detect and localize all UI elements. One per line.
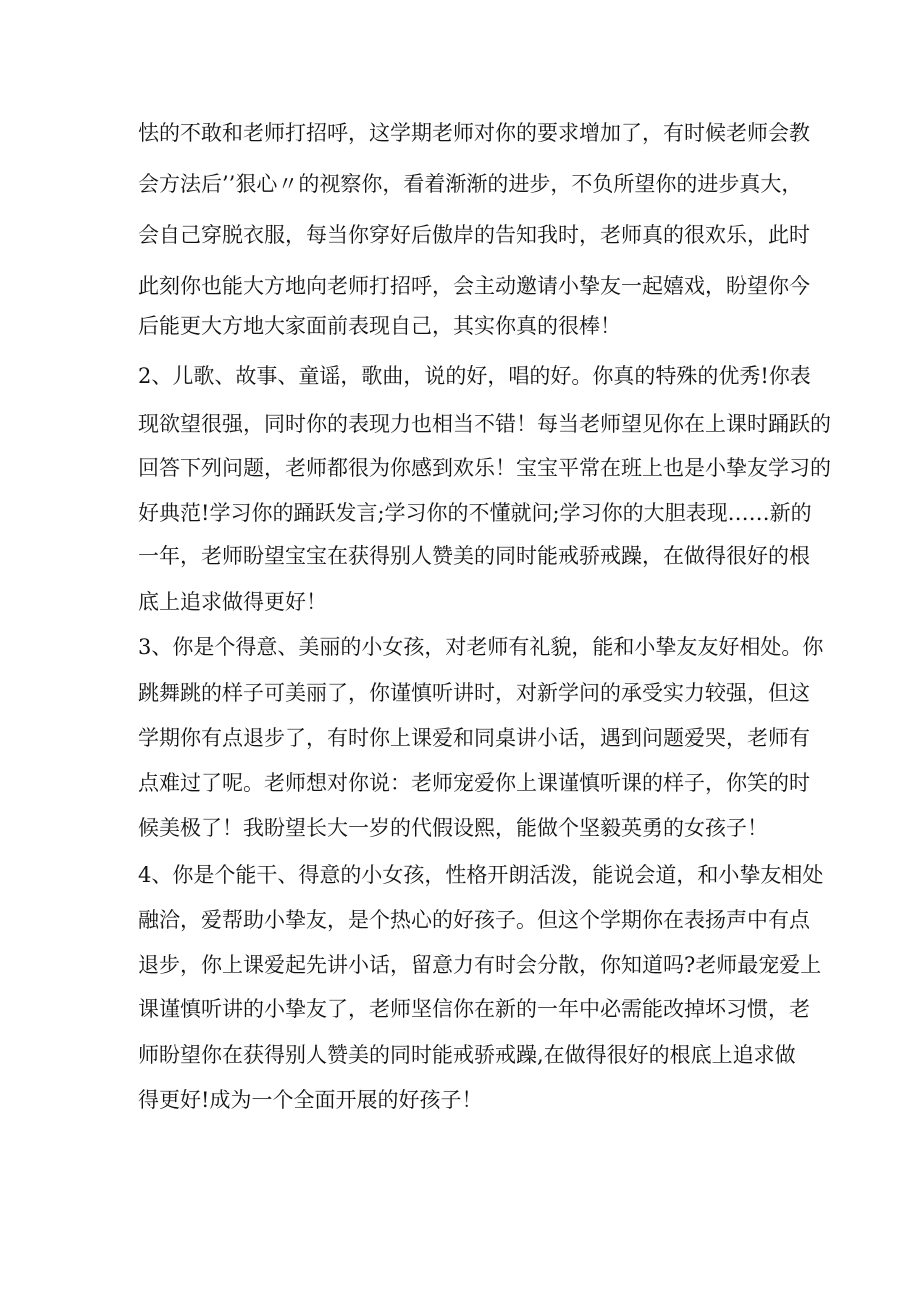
- paragraph-3-line-4: 点难过了呢。老师想对你说：老师宠爱你上课谨慎听课的样子，你笑的时: [138, 771, 810, 795]
- paragraph-4-line-5: 师盼望你在获得别人赞美的同时能戒骄戒躁,在做得很好的根底上追求做: [138, 1043, 796, 1067]
- paragraph-1-line-4: 此刻你也能大方地向老师打招呼，会主动邀请小挚友一起嬉戏，盼望你今: [138, 274, 810, 298]
- paragraph-2-line-6: 底上追求做得更好！: [138, 590, 327, 614]
- paragraph-2-line-2: 现欲望很强，同时你的表现力也相当不错！每当老师望见你在上课时踊跃的: [138, 412, 831, 436]
- paragraph-3-line-1: 3、你是个得意、美丽的小女孩，对老师有礼貌，能和小挚友友好相处。你: [138, 635, 824, 659]
- paragraph-1-line-2: 会方法后’’狠心〃的视察你，看着渐渐的进步，不负所望你的进步真大，: [138, 172, 803, 196]
- paragraph-1-line-3: 会自己穿脱衣服，每当你穿好后傲岸的告知我时，老师真的很欢乐，此时: [138, 223, 810, 247]
- paragraph-1-line-5: 后能更大方地大家面前表现自己，其实你真的很棒！: [138, 314, 621, 338]
- paragraph-2-line-3: 回答下列问题，老师都很为你感到欢乐！宝宝平常在班上也是小挚友学习的: [138, 456, 831, 480]
- paragraph-4-line-6: 得更好!成为一个全面开展的好孩子！: [138, 1088, 483, 1112]
- paragraph-2-line-5: 一年，老师盼望宝宝在获得别人赞美的同时能戒骄戒躁，在做得很好的根: [138, 544, 810, 568]
- paragraph-4-line-4: 课谨慎听讲的小挚友了，老师坚信你在新的一年中必需能改掉坏习惯，老: [138, 997, 810, 1021]
- paragraph-2-line-4: 好典范!学习你的踊跃发言;学习你的不懂就问;学习你的大胆表现……新的: [138, 501, 812, 525]
- paragraph-3-line-2: 跳舞跳的样子可美丽了，你谨慎听讲时，对新学问的承受实力较强，但这: [138, 681, 810, 705]
- paragraph-3-line-5: 候美极了！我盼望长大一岁的代假设熙，能做个坚毅英勇的女孩子！: [138, 816, 768, 840]
- paragraph-2-line-1: 2、儿歌、故事、童谣，歌曲，说的好，唱的好。你真的特殊的优秀!你表: [138, 364, 811, 388]
- paragraph-4-line-3: 退步，你上课爱起先讲小话，留意力有时会分散，你知道吗?老师最宠爱上: [138, 953, 822, 977]
- paragraph-4-line-2: 融洽，爱帮助小挚友，是个热心的好孩子。但这个学期你在表扬声中有点: [138, 908, 810, 932]
- paragraph-4-line-1: 4、你是个能干、得意的小女孩，性格开朗活泼，能说会道，和小挚友相处: [138, 863, 824, 887]
- paragraph-1-line-1: 怯的不敢和老师打招呼，这学期老师对你的要求增加了，有时候老师会教: [138, 121, 810, 145]
- paragraph-3-line-3: 学期你有点退步了，有时你上课爱和同桌讲小话，遇到问题爱哭，老师有: [138, 726, 810, 750]
